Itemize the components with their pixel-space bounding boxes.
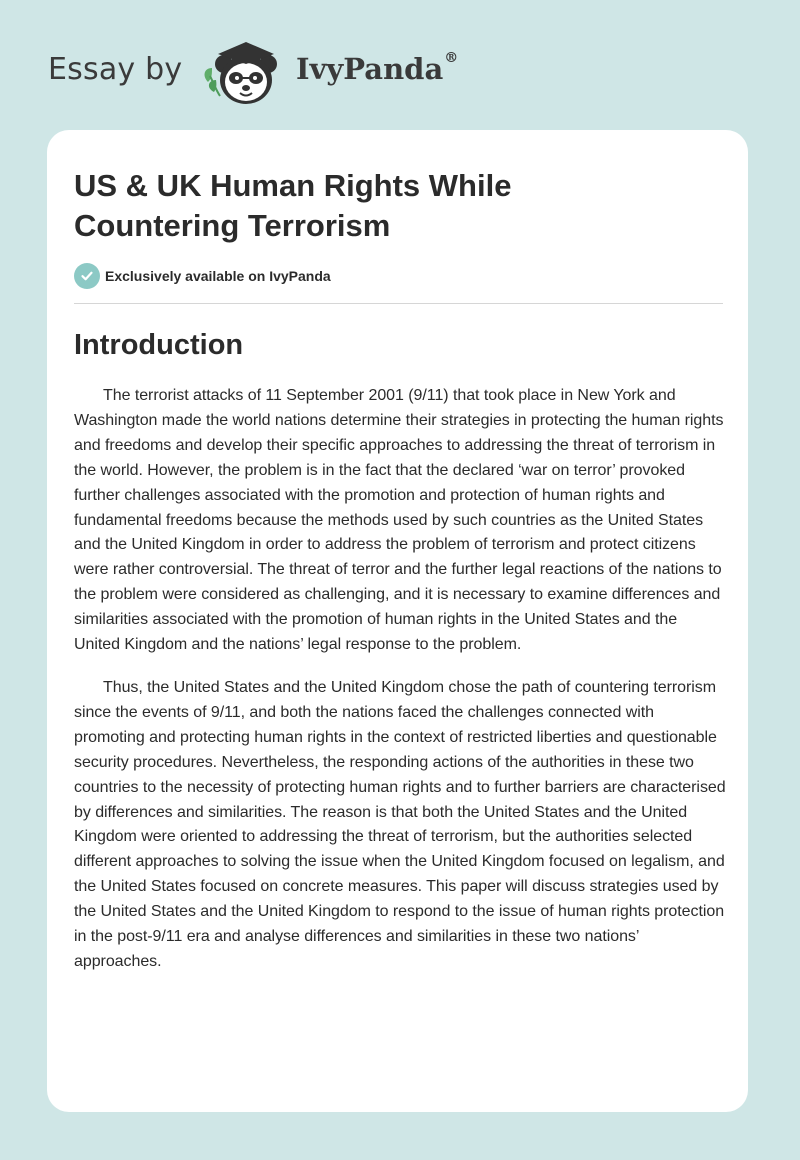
title-divider bbox=[74, 303, 723, 304]
panda-graduate-logo-icon[interactable] bbox=[200, 36, 292, 108]
paragraph: Thus, the United States and the United Kingdom chose the path of countering terrorism since the events of 9/11, and both the nations faced the challenges connected with promoting and protecting human rights in the context of restricted liberties and questionable security procedures. Nevertheless, the responding actions of the authorities in these two countries to the necessity of protecting human rights and to further barriers are characterised by differences and similarities. The reason is that both the United States and the United Kingdom were oriented to addressing the threat of terrorism, but the authorities selected different approaches to solving the issue when the United Kingdom focused on legalism, and the United States focused on concrete measures. This paper will discuss strategies used by the United States and the United Kingdom to respond to the issue of human rights protection in the post-9/11 era and analyse differences and similarities in these two nations’ approaches. bbox=[74, 678, 726, 970]
check-icon bbox=[74, 263, 100, 289]
site-header bbox=[0, 0, 800, 130]
paragraph: The terrorist attacks of 11 September 2001 (9/11) that took place in New York and Washington made the world nations determine their strategies in protecting the human rights and freedoms and develop their specific approaches to addressing the threat of terrorism in the world. However, the problem is in the fact that the declared ‘war on terror’ provoked further challenges associated with the promotion and protection of human rights and fundamental freedoms because the methods used by such countries as the United States and the United Kingdom in order to address the problem of terrorism and protect citizens were rather controversial. The threat of terror and the further legal reactions of the nations to the problem were considered as challenging, and it is necessary to examine differences and similarities associated with the promotion of human rights in the United States and the United Kingdom and the nations’ legal response to the problem. bbox=[74, 387, 724, 654]
brand-name[interactable] bbox=[296, 52, 458, 86]
essay-title: US & UK Human Rights While Countering Terrorism bbox=[74, 168, 512, 243]
exclusive-badge-text: Exclusively available on IvyPanda bbox=[105, 268, 331, 284]
registered-mark: ® bbox=[444, 50, 459, 66]
essay-by-label: Essay by bbox=[48, 52, 183, 87]
section-heading-introduction: Introduction bbox=[74, 329, 244, 361]
section-body bbox=[74, 384, 726, 993]
exclusive-badge bbox=[74, 263, 331, 289]
essay-card bbox=[47, 130, 748, 1112]
brand-name-text: IvyPanda bbox=[296, 52, 444, 86]
